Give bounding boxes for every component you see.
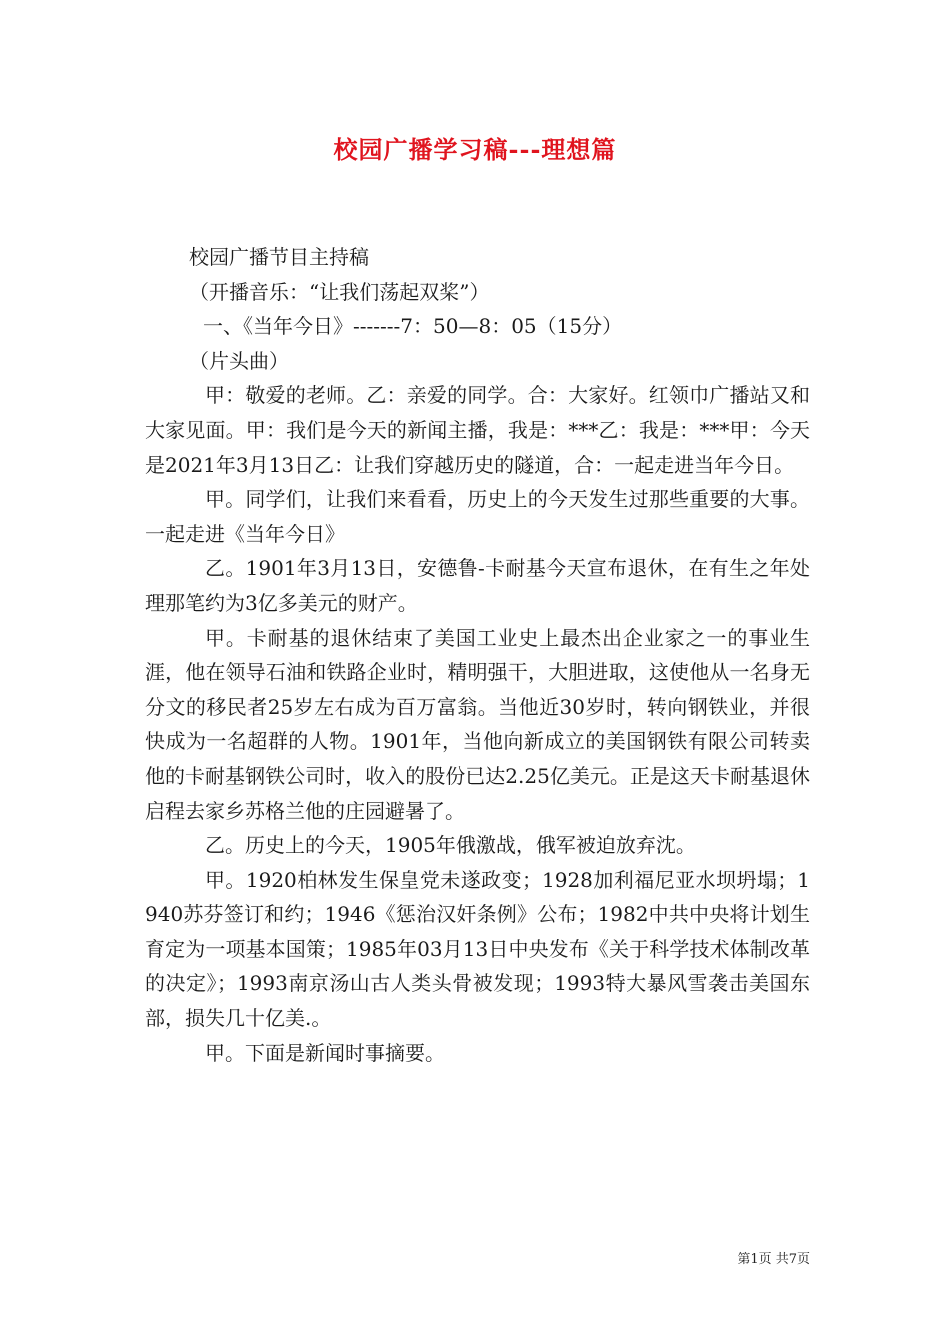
- paragraph: 一、《当年今日》-------7：50—8：05（15分）: [203, 314, 623, 339]
- paragraph: 乙。1901年3月13日，安德鲁-卡耐基今天宣布退休，在有生之年处理那笔约为3亿多美元的财产。: [145, 556, 810, 615]
- document-title: 校园广播学习稿---理想篇: [333, 135, 617, 164]
- paragraph: 乙。历史上的今天，1905年俄激战，俄军被迫放弃沈。: [205, 833, 696, 858]
- paragraph: 校园广播节目主持稿: [189, 245, 369, 269]
- paragraph: 甲。卡耐基的退休结束了美国工业史上最杰出企业家之一的事业生涯，他在领导石油和铁路企业时，精明强干，大胆进取，这使他从一名身无分文的移民者25岁左右成为百万富翁。当他近30岁时，转向钢铁业，并很快成为一名超群的人物。1901年，当他向新成立的美国钢铁有限公司转卖他的卡耐基钢铁公司时，收入的股份已达2.25亿美元。正是这天卡耐基退休启程去家乡苏格兰他的庄园避暑了。: [145, 625, 810, 823]
- document-body: [145, 240, 810, 1070]
- paragraph: （片头曲）: [189, 348, 289, 373]
- page-footer: 第1页 共7页: [737, 1252, 810, 1267]
- paragraph: 甲：敬爱的老师。乙：亲爱的同学。合：大家好。红领巾广播站又和大家见面。甲：我们是今天的新闻主播，我是：***乙：我是：***甲：今天是2021年3月13日乙：让我们穿越历史的隧道，合：一起走进当年今日。: [145, 383, 810, 477]
- paragraph: 甲。1920柏林发生保皇党未遂政变；1928加利福尼亚水坝坍塌；1940苏芬签订和约；1946《惩治汉奸条例》公布；1982中共中央将计划生育定为一项基本国策；1985年03月13日中央发布《关于科学技术体制改革的决定》；1993南京汤山古人类头骨被发现；1993特大暴风雪袭击美国东部，损失几十亿美.。: [145, 867, 810, 1031]
- paragraph: 甲。下面是新闻时事摘要。: [205, 1040, 445, 1065]
- paragraph: （开播音乐：“让我们荡起双桨”）: [189, 279, 490, 304]
- paragraph: 甲。同学们，让我们来看看，历史上的今天发生过那些重要的大事。一起走进《当年今日》: [145, 487, 810, 546]
